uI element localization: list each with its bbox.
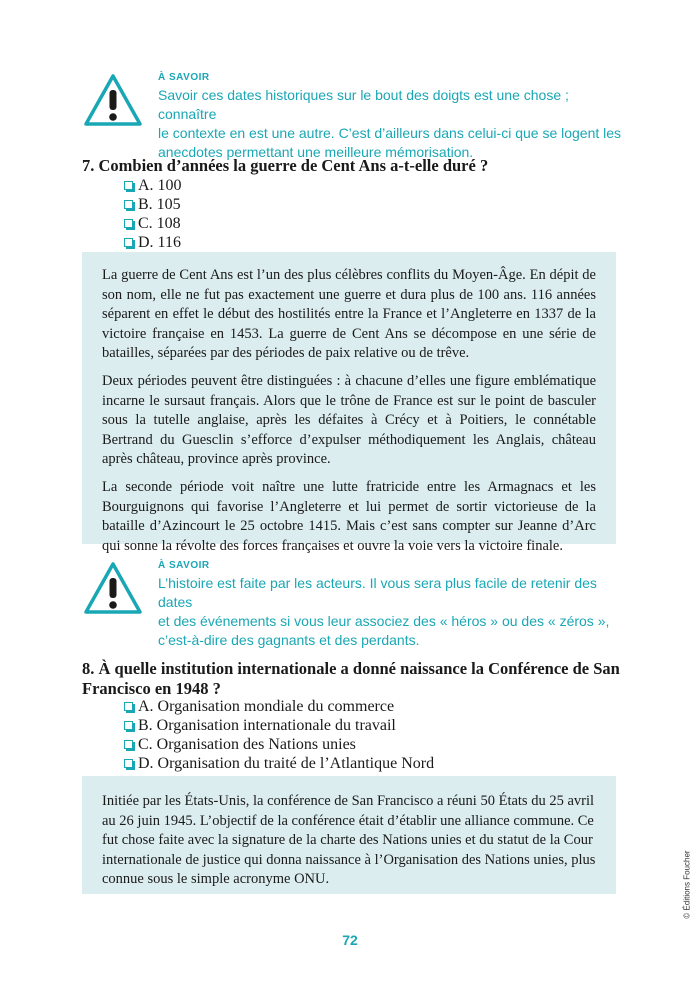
checkbox-icon[interactable] — [124, 721, 133, 730]
option-label: A. 100 — [138, 177, 182, 194]
option-d[interactable] — [124, 754, 624, 773]
copyright-notice — [677, 835, 692, 935]
note-text-line: L’histoire est faite par les acteurs. Il vous sera plus facile de retenir des dates — [158, 575, 597, 610]
note-text-line: Savoir ces dates historiques sur le bout des doigts est une chose ; connaître — [158, 87, 569, 122]
answer-line: au 26 juin 1945. L’objectif de la conférence était d’établir une alliance commune. Ce — [102, 812, 594, 829]
copyright-text: © Éditions Foucher — [682, 850, 692, 919]
note-text-line: c’est-à-dire des gagnants et des perdants. — [158, 632, 420, 648]
question-7-options — [124, 176, 624, 252]
page-number: 72 — [342, 932, 358, 948]
answer-paragraph: La guerre de Cent Ans est l’un des plus célèbres conflits du Moyen-Âge. En dépit de son nom, elle ne fut pas exactement une guerre et dura plus de 100 ans. 116 années séparent en effet le début des hostilités entre la France et l’Angleterre en 1337 de la victoire française en 1453. La guerre de Cent Ans se décompose en une série de batailles, séparées par des périodes de paix relative ou de trêve. — [102, 267, 596, 362]
answer-line: connue sous le simple acronyme ONU. — [102, 871, 330, 888]
option-label: C. 108 — [138, 215, 181, 232]
option-label: B. Organisation internationale du travail — [138, 717, 396, 734]
option-b[interactable] — [124, 716, 624, 735]
option-c[interactable] — [124, 214, 624, 233]
option-label: D. Organisation du traité de l’Atlantique Nord — [138, 755, 435, 772]
note-a-savoir-2 — [82, 560, 622, 648]
warning-triangle-icon — [82, 560, 144, 616]
question-8-title-line: Francisco en 1948 ? — [82, 679, 221, 698]
option-label: C. Organisation des Nations unies — [138, 736, 356, 753]
note-text-line: le contexte en est une autre. C’est d’ailleurs dans celui-ci que se logent les — [158, 125, 622, 141]
note-text-line: anecdotes permettant une meilleure mémorisation. — [158, 144, 474, 160]
option-label: B. 105 — [138, 196, 181, 213]
option-d[interactable] — [124, 233, 624, 252]
note-text-line: et des événements si vous leur associez des « héros » ou des « zéros », — [158, 613, 610, 629]
checkbox-icon[interactable] — [124, 702, 133, 711]
checkbox-icon[interactable] — [124, 200, 133, 209]
checkbox-icon[interactable] — [124, 238, 133, 247]
checkbox-icon[interactable] — [124, 740, 133, 749]
checkbox-icon[interactable] — [124, 759, 133, 768]
warning-triangle-icon — [82, 72, 144, 128]
question-7-title: 7. Combien d’années la guerre de Cent Ans a-t-elle duré ? — [82, 156, 489, 175]
option-b[interactable] — [124, 195, 624, 214]
answer-paragraph: Deux périodes peuvent être distinguées : à chacune d’elles une figure emblématique incarne le sursaut français. Alors que le trône de France est sur le point de basculer sous la tutelle anglaise, après les défaites à Crécy et à Poitiers, le connétable Bertrand du Guesclin s’efforce d’expulser méthodiquement les Anglais, château après château, province après province. — [102, 372, 596, 468]
checkbox-icon[interactable] — [124, 219, 133, 228]
option-a[interactable] — [124, 176, 624, 195]
option-label: A. Organisation mondiale du commerce — [138, 698, 395, 715]
answer-line: fut chose faite avec la signature de la charte des Nations unies et du statut de la Cour — [102, 832, 593, 849]
question-8-title — [82, 659, 622, 699]
answer-line: internationale de justice qui donna naissance à l’Organisation des Nations unies, plus — [102, 851, 596, 868]
note-title: À SAVOIR — [158, 72, 210, 83]
checkbox-icon[interactable] — [124, 181, 133, 190]
note-a-savoir-1 — [82, 72, 622, 160]
answer-paragraph: La seconde période voit naître une lutte fratricide entre les Armagnacs et les Bourguignons qui favorise l’Angleterre et lui permet de sortir victorieuse de la bataille d’Azincourt le 25 octobre 1415. Mais c’est sans compter sur Jeanne d’Arc qui sonne la révolte des forces françaises et ouvre la voie vers la victoire finale. — [102, 478, 596, 554]
option-c[interactable] — [124, 735, 624, 754]
option-label: D. 116 — [138, 234, 181, 251]
answer-box-7 — [82, 252, 616, 554]
question-8-title-line: 8. À quelle institution internationale a donné naissance la Conférence de San — [82, 659, 620, 678]
note-title: À SAVOIR — [158, 560, 210, 571]
answer-line: Initiée par les États-Unis, la conférence de San Francisco a réuni 50 États du 25 avril — [102, 793, 595, 809]
question-8-options — [124, 697, 624, 773]
option-a[interactable] — [124, 697, 624, 716]
answer-box-8 — [82, 776, 616, 894]
